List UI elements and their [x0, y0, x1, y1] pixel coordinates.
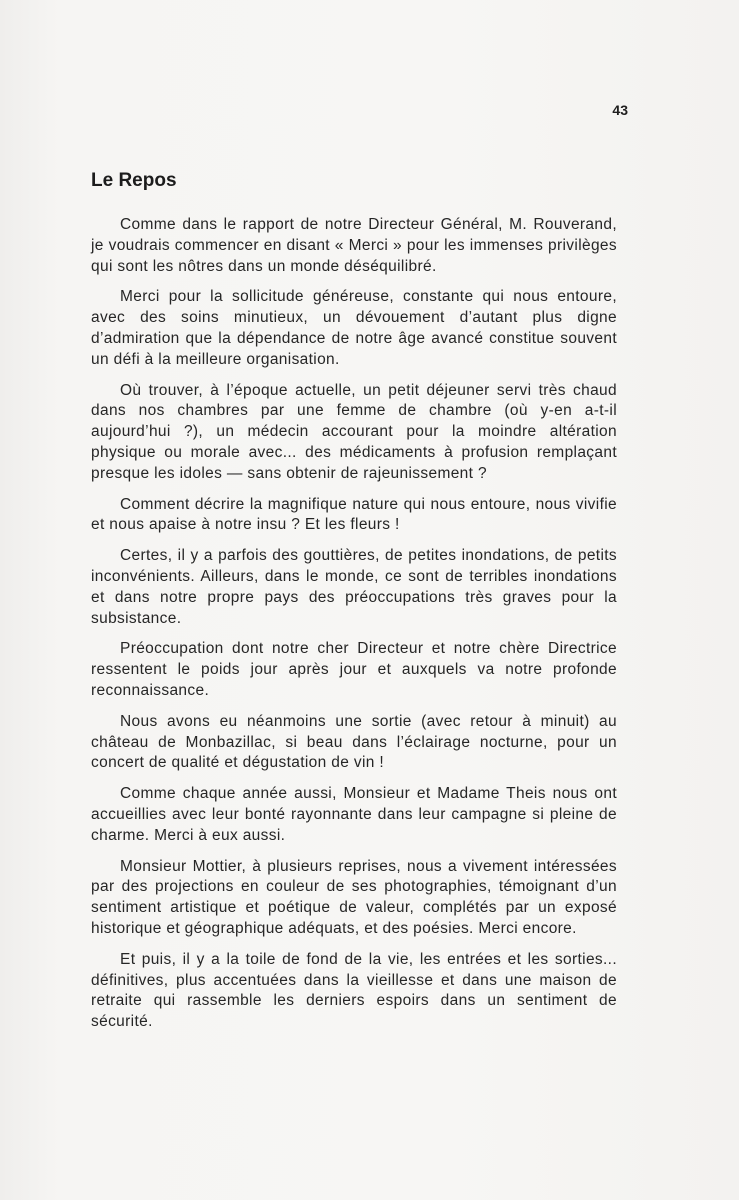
paragraph-1: Comme dans le rapport de notre Directeur Général, M. Rouverand, je voudrais commencer en disant « Merci » pour les immenses privilèges qui sont les nôtres dans un monde déséquilibré. [91, 216, 617, 275]
body-text [91, 215, 617, 1043]
paragraph-6: Préoccupation dont notre cher Directeur et notre chère Directrice ressentent le poids jour après jour et auxquels va notre profonde reconnaissance. [91, 640, 617, 699]
paragraph-7: Nous avons eu néanmoins une sortie (avec retour à minuit) au château de Monbazillac, si beau dans l’éclairage nocturne, pour un concert de qualité et dégustation de vin ! [91, 712, 617, 772]
paragraph-3: Où trouver, à l’époque actuelle, un petit déjeuner servi très chaud dans nos chambres par une femme de chambre (où y-en a-t-il aujourd’hui ?), un médecin accourant pour la moindre altération physique ou morale avec... des médicaments à profusion remplaçant presque les idoles — sans obtenir de rajeunissement ? [91, 381, 617, 482]
paragraph-2: Merci pour la sollicitude généreuse, constante qui nous entoure, avec des soins minutieux, un dévouement d’autant plus digne d’admiration que la dépendance de notre âge avancé constitue souvent un défi à la meilleure organisation. [91, 288, 617, 368]
paragraph-8: Comme chaque année aussi, Monsieur et Madame Theis nous ont accueillies avec leur bonté rayonnante dans leur campagne si pleine de charme. Merci à eux aussi. [91, 785, 617, 844]
paragraph-4: Comment décrire la magnifique nature qui nous entoure, nous vivifie et nous apaise à notre insu ? Et les fleurs ! [91, 495, 617, 534]
page-number: 43 [612, 102, 628, 118]
section-title: Le Repos [91, 170, 177, 191]
paragraph-9: Monsieur Mottier, à plusieurs reprises, nous a vivement intéressées par des projections en couleur de ses photographies, témoignant d’un sentiment artistique et poétique de valeur, complétés par un exposé historique et géographique adéquats, et des poésies. Merci encore. [91, 857, 617, 937]
paragraph-5: Certes, il y a parfois des gouttières, de petites inondations, de petits inconvénients. Ailleurs, dans le monde, ce sont de terribles inondations et dans notre propre pays des préoccupations très graves pour la subsistance. [91, 547, 617, 627]
paragraph-10: Et puis, il y a la toile de fond de la vie, les entrées et les sorties... définitives, plus accentuées dans la vieillesse et dans une maison de retraite qui rassemble les derniers espoirs dans un sentiment de sécurité. [91, 950, 617, 1031]
